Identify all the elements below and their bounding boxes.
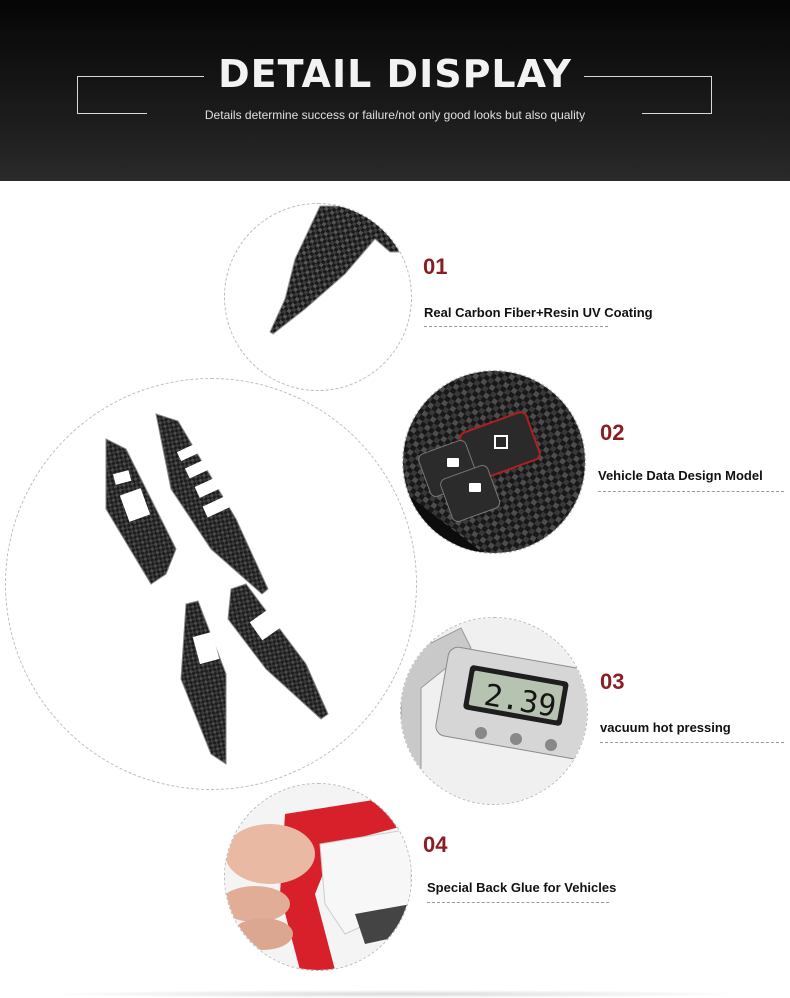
- caliper-readout: 2.39: [481, 677, 559, 725]
- feature-underline-01: [424, 326, 608, 327]
- detail-circle-buttons: [402, 370, 586, 554]
- digital-caliper-image: [401, 618, 587, 804]
- carbon-fiber-closeup-image: [225, 204, 411, 390]
- header-line-right-top: [584, 76, 712, 77]
- detail-circle-glue: [224, 783, 412, 971]
- feature-label-04: Special Back Glue for Vehicles: [427, 880, 617, 895]
- detail-circle-carbon: [224, 203, 412, 391]
- feature-number-04: 04: [423, 832, 448, 857]
- page-subtitle: Details determine success or failure/not only good looks but also quality: [204, 108, 586, 122]
- back-glue-image: [225, 784, 411, 970]
- feature-number-02: 02: [600, 420, 625, 445]
- product-overview-circle: [5, 378, 417, 790]
- bottom-shadow: [40, 990, 750, 998]
- feature-label-03: vacuum hot pressing: [600, 720, 731, 735]
- feature-label-02: Vehicle Data Design Model: [598, 468, 763, 483]
- feature-label-01: Real Carbon Fiber+Resin UV Coating: [424, 305, 653, 320]
- window-switch-panels-image: [6, 379, 416, 789]
- feature-underline-04: [427, 902, 609, 903]
- header-banner: [0, 0, 790, 181]
- header-line-left-top: [77, 76, 204, 77]
- detail-circle-caliper: [400, 617, 588, 805]
- lock-buttons-image: [403, 371, 585, 553]
- page-title: DETAIL DISPLAY: [218, 52, 572, 96]
- feature-number-01: 01: [423, 254, 448, 279]
- feature-underline-02: [598, 491, 784, 492]
- feature-underline-03: [600, 742, 784, 743]
- feature-number-03: 03: [600, 669, 625, 694]
